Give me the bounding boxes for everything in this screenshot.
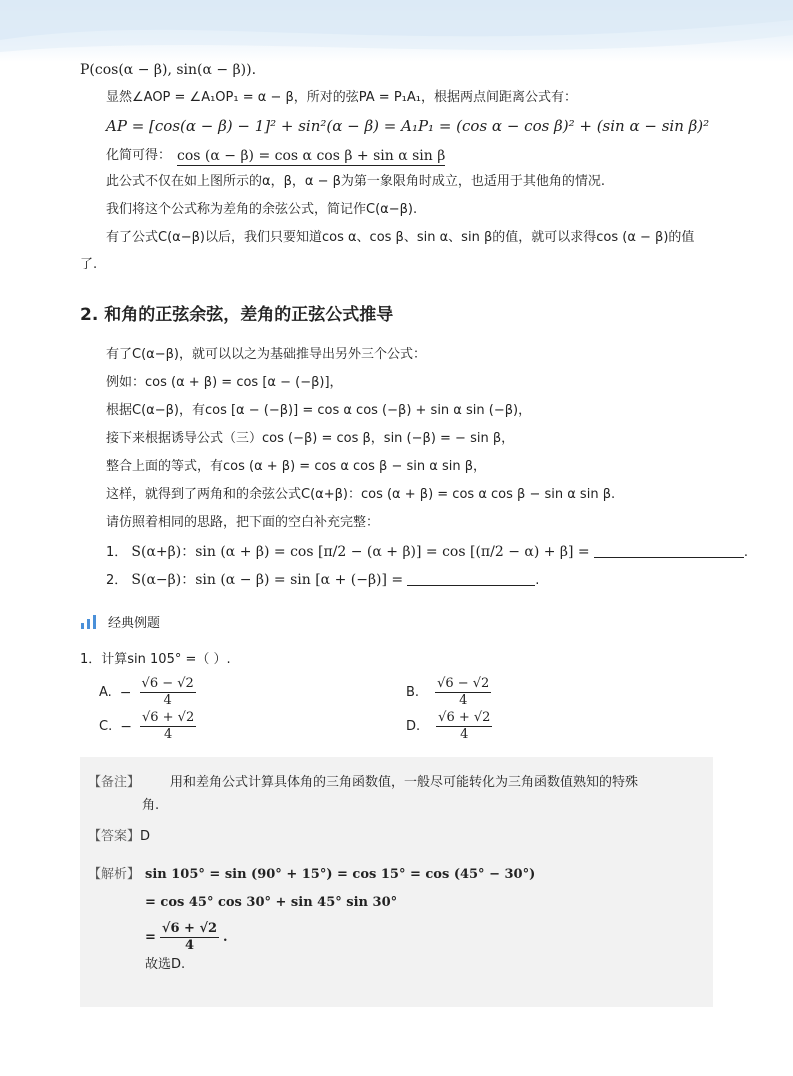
option-a-numerator: √6 − √2 (141, 676, 194, 691)
example-section-title (80, 612, 160, 631)
point-p-line: P(cos(α − β), sin(α − β)). (80, 62, 257, 78)
chord-equality-line: 显然∠AOP = ∠A₁OP₁ = α − β，所对的弦PA = P₁A₁，根据两点间距离公式有： (106, 90, 577, 105)
option-d[interactable] (406, 710, 492, 743)
option-c-denominator: 4 (163, 727, 173, 742)
formula-name-note: 我们将这个公式称为差角的余弦公式，简记作C(α−β). (106, 202, 418, 217)
section2-step1: 根据C(α−β)，有cos [α − (−β)] = cos α cos (−β) + sin α sin (−β)， (106, 403, 532, 418)
solution-box (80, 757, 713, 1007)
fill-item-2 (106, 570, 539, 591)
analysis-period: . (223, 930, 228, 945)
fill-item-1-blank[interactable] (594, 543, 744, 558)
answer-value: D (140, 829, 151, 844)
remark-tag: 【备注】 (88, 775, 141, 790)
analysis-denominator: 4 (184, 938, 194, 953)
fill-item-1 (106, 542, 748, 563)
fill-item-1-number: 1． (106, 545, 128, 560)
option-d-label: D. (406, 719, 421, 734)
section2-step3: 整合上面的等式，有cos (α + β) = cos α cos β − sin α sin β， (106, 459, 487, 474)
option-a-fraction (140, 676, 196, 709)
option-c-sign: − (120, 718, 132, 735)
analysis-equals: = (145, 930, 156, 945)
question-1: 1．计算sin 105° =（ ）. (80, 652, 231, 667)
option-c-label: C. (99, 719, 113, 734)
fill-item-2-end: . (535, 573, 540, 588)
section2-result: 这样，就得到了两角和的余弦公式C(α+β)：cos (α + β) = cos α cos β − sin α sin β. (106, 487, 616, 502)
option-b-denominator: 4 (459, 693, 468, 708)
section2-step2: 接下来根据诱导公式（三）cos (−β) = cos β，sin (−β) = − sin β， (106, 431, 515, 446)
cos-difference-formula: cos (α − β) = cos α cos β + sin α sin β (177, 148, 446, 164)
remark-text-line1: 用和差角公式计算具体角的三角函数值，一般尽可能转化为三角函数值熟知的特殊 (170, 775, 639, 790)
option-a[interactable] (99, 676, 196, 709)
analysis-conclusion: 故选D. (145, 957, 186, 972)
section2-example: 例如：cos (α + β) = cos [α − (−β)]， (106, 375, 343, 390)
simplify-label: 化简可得： (106, 148, 172, 163)
analysis-numerator: √6 + √2 (161, 921, 218, 936)
option-b-numerator: √6 − √2 (437, 676, 490, 691)
option-c-fraction (140, 710, 196, 743)
analysis-line2: = cos 45° cos 30° + sin 45° sin 30° (145, 895, 398, 910)
analysis-line3 (145, 921, 228, 954)
bar-chart-icon (80, 614, 98, 630)
answer-tag: 【答案】 (88, 829, 141, 844)
analysis-fraction (160, 921, 219, 954)
option-a-denominator: 4 (163, 693, 172, 708)
option-b-label: B. (406, 685, 420, 700)
formula-usage-line-end: 了. (80, 257, 98, 272)
formula-scope-note: 此公式不仅在如上图所示的α，β，α − β为第一象限角时成立，也适用于其他角的情况. (106, 174, 606, 189)
option-c-numerator: √6 + √2 (141, 710, 195, 725)
option-d-denominator: 4 (460, 727, 469, 742)
option-b[interactable] (406, 676, 491, 709)
fill-item-1-formula: S(α+β)：sin (α + β) = cos [π/2 − (α + β)] = cos [(π/2 − α) + β] = (131, 544, 590, 560)
option-c[interactable] (99, 710, 196, 743)
option-a-sign: − (119, 684, 132, 701)
answer-row (88, 827, 150, 847)
option-d-fraction (436, 710, 492, 743)
fill-item-1-end: . (743, 545, 748, 560)
option-d-numerator: √6 + √2 (438, 710, 491, 725)
header-wave-background (0, 0, 793, 62)
fill-item-2-blank[interactable] (407, 571, 535, 586)
analysis-line1: sin 105° = sin (90° + 15°) = cos 15° = cos (45° − 30°) (145, 867, 536, 882)
formula-usage-line: 有了公式C(α−β)以后，我们只要知道cos α、cos β、sin α、sin β的值，就可以求得cos (α − β)的值 (106, 230, 695, 245)
section2-intro: 有了C(α−β)，就可以以之为基础推导出另外三个公式： (106, 347, 426, 362)
section2-instruction: 请仿照着相同的思路，把下面的空白补充完整： (106, 515, 380, 530)
remark-text-line2: 角. (142, 798, 160, 813)
fill-item-2-number: 2． (106, 573, 128, 588)
option-b-fraction (435, 676, 491, 709)
example-section-label: 经典例题 (108, 616, 161, 631)
section-heading: 2. 和角的正弦余弦，差角的正弦公式推导 (80, 305, 394, 325)
distance-formula-line: AP = [cos(α − β) − 1]² + sin²(α − β) = A₁P₁ = (cos α − cos β)² + (sin α − sin β)² (106, 117, 710, 135)
option-a-label: A. (99, 685, 112, 700)
analysis-tag: 【解析】 (88, 867, 141, 882)
fill-item-2-formula: S(α−β)：sin (α − β) = sin [α + (−β)] = (131, 572, 404, 588)
